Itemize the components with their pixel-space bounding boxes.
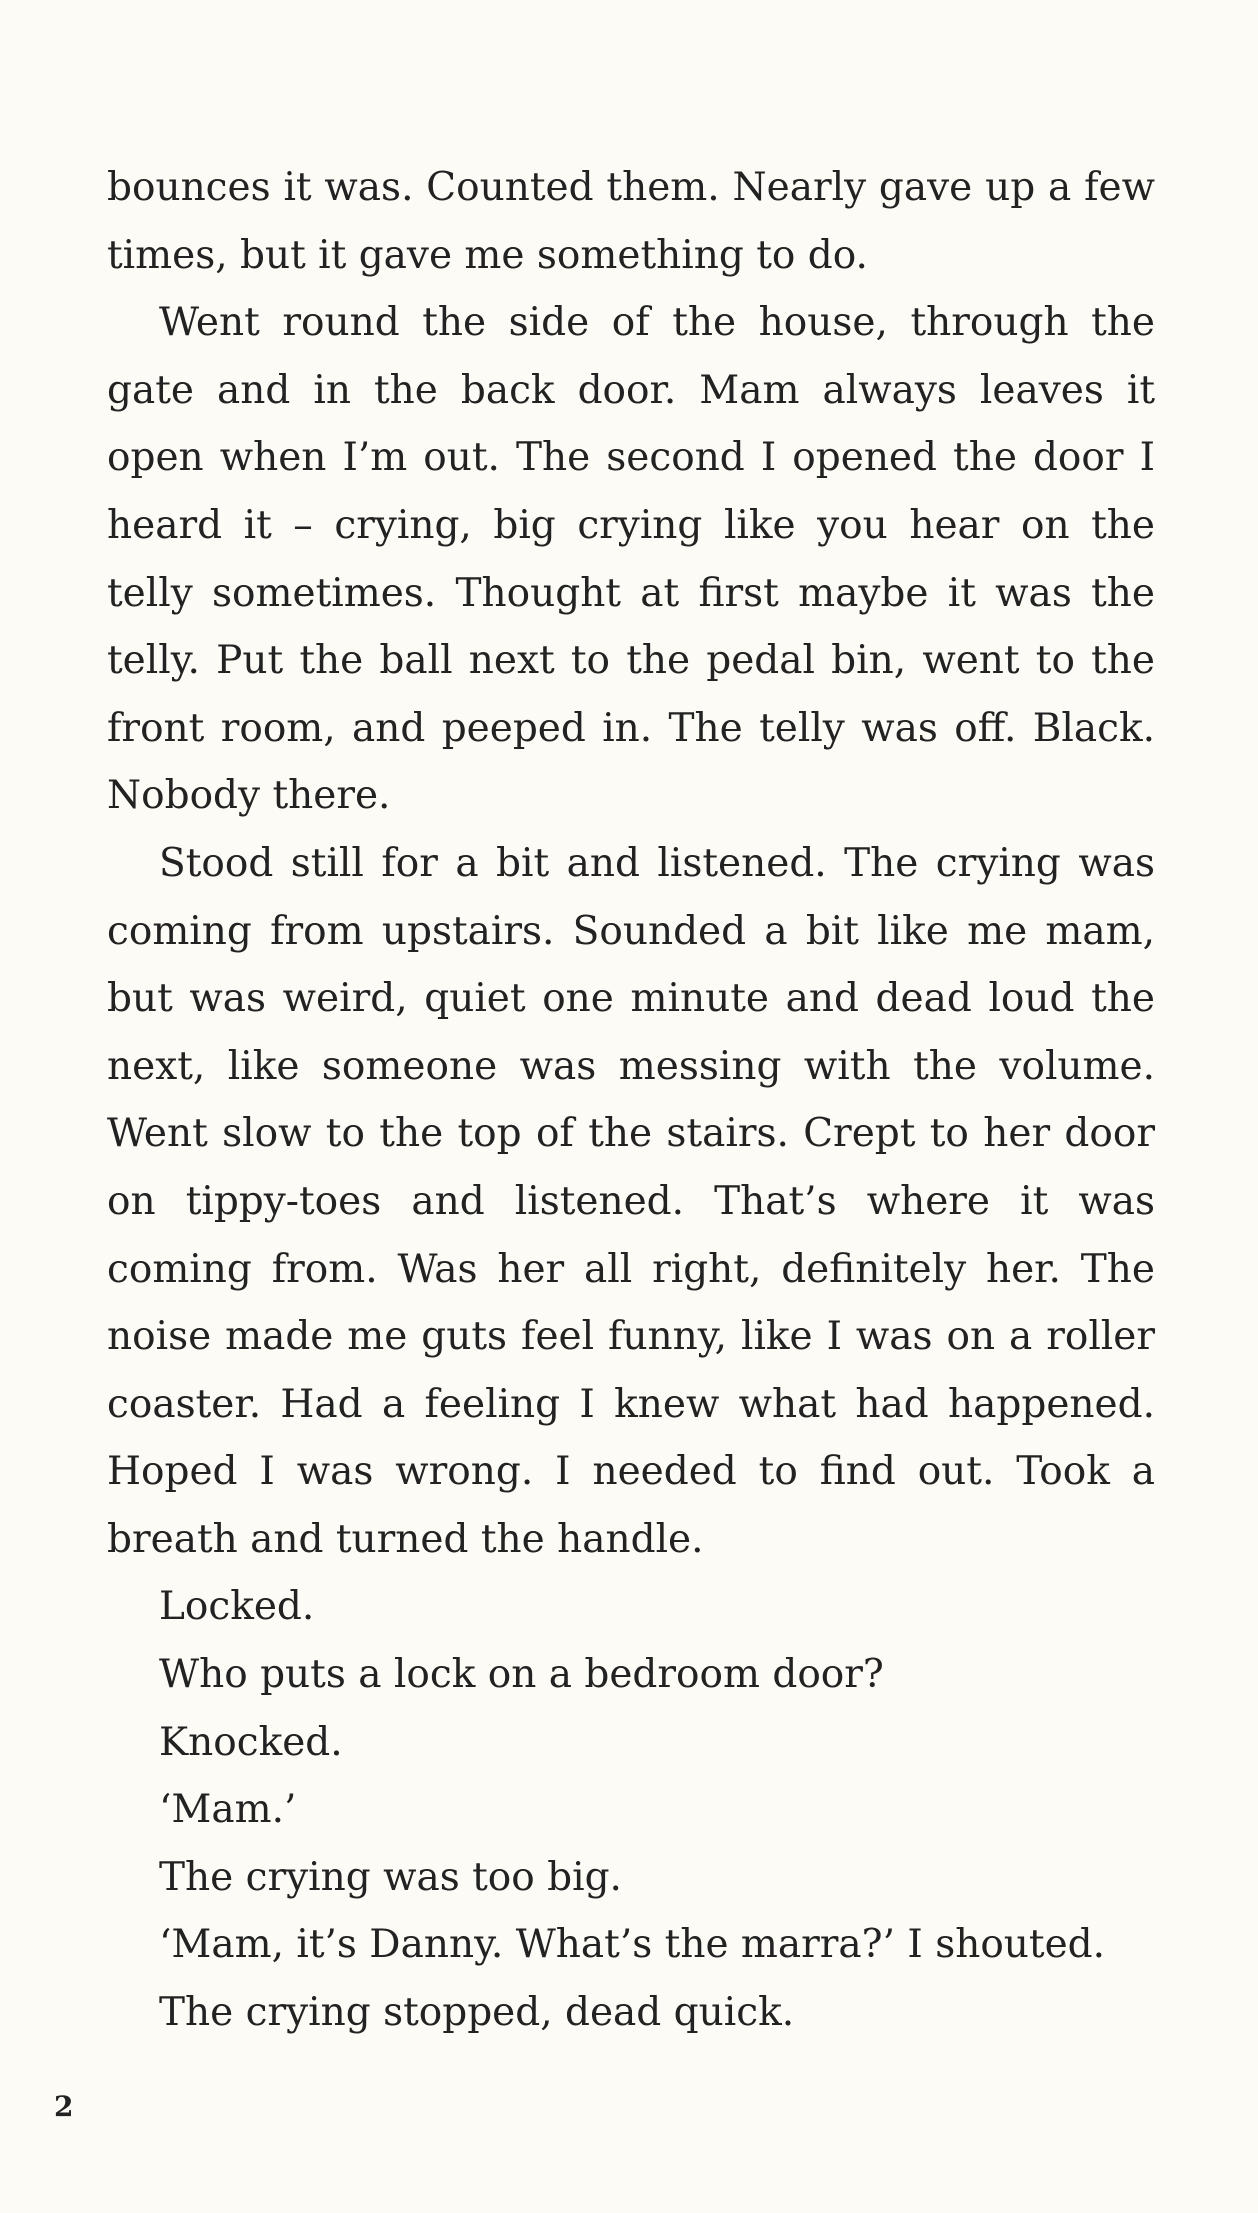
paragraph-1: bounces it was. Counted them. Nearly gave up a few times, but it gave me something to do.: [107, 165, 1155, 278]
page-number: 2: [54, 2090, 74, 2123]
paragraph-2: Went round the side of the house, through the gate and in the back door. Mam always leaves it open when I’m out. The second I opened the door I heard it – crying, big crying like you hear on the telly sometimes. Thought at first maybe it was the telly. Put the ball next to the pedal bin, went to the front room, and peeped in. The telly was off. Black. Nobody there.: [107, 300, 1155, 819]
paragraph-5: Who puts a lock on a bedroom door?: [159, 1652, 884, 1698]
paragraph-7: ‘Mam.’: [159, 1787, 297, 1833]
paragraph-6: Knocked.: [159, 1719, 343, 1765]
paragraph-9: ‘Mam, it’s Danny. What’s the marra?’ I shouted.: [159, 1922, 1106, 1968]
body-text: [107, 154, 1155, 2047]
paragraph-8: The crying was too big.: [159, 1854, 622, 1900]
paragraph-4: Locked.: [159, 1584, 315, 1630]
paragraph-3: Stood still for a bit and listened. The crying was coming from upstairs. Sounded a bit like me mam, but was weird, quiet one minute and dead loud the next, like someone was messing with the volume. Went slow to the top of the stairs. Crept to her door on tippy-toes and listened. That’s where it was coming from. Was her all right, definitely her. The noise made me guts feel funny, like I was on a roller coaster. Had a feeling I knew what had happened. Hoped I was wrong. I needed to find out. Took a breath and turned the handle.: [107, 840, 1155, 1562]
paragraph-10: The crying stopped, dead quick.: [159, 1990, 795, 2036]
